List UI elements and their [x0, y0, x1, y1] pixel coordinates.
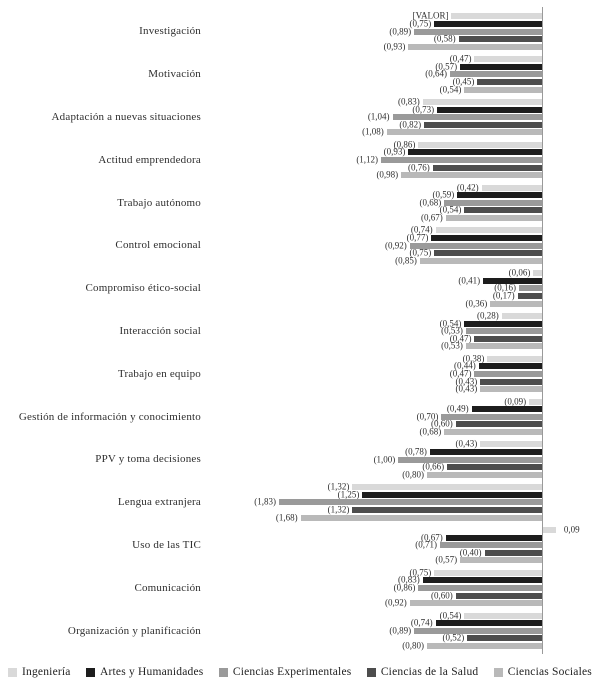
value-label: (0,75) [409, 18, 432, 29]
legend-item [494, 666, 592, 678]
category-label: Motivación [148, 68, 201, 81]
category-label: Interacción social [119, 325, 201, 337]
category-label: Compromiso ético-social [85, 282, 201, 295]
value-label: (0,54) [439, 610, 462, 621]
bar [480, 441, 542, 447]
bar [420, 258, 542, 264]
value-label: (1,00) [373, 454, 396, 465]
zero-axis-line [542, 7, 543, 654]
legend-swatch-icon [219, 668, 228, 677]
legend-swatch-icon [8, 668, 17, 677]
bar [418, 142, 542, 148]
bar [398, 457, 542, 463]
value-label: (0,92) [385, 240, 407, 251]
bar [446, 535, 542, 541]
value-label: (0,92) [385, 597, 407, 608]
value-label: (0,36) [465, 298, 488, 309]
bar [479, 363, 542, 369]
bar [460, 64, 542, 70]
value-label: (0,28) [477, 310, 499, 321]
value-label: (0,74) [410, 224, 433, 235]
legend-label: Ingeniería [22, 666, 71, 678]
value-label: (0,43) [455, 376, 478, 387]
bar [543, 527, 556, 533]
bar [472, 406, 542, 412]
bar [464, 87, 542, 93]
bar [436, 227, 542, 233]
bar [447, 464, 542, 470]
legend [0, 660, 600, 684]
bar [424, 122, 542, 128]
bar [487, 356, 542, 362]
bar [430, 449, 542, 455]
value-label: (0,43) [455, 383, 478, 394]
bar [431, 235, 542, 241]
value-label: (0,49) [446, 403, 469, 414]
value-label: (0,73) [412, 104, 435, 115]
value-label: (0,83) [397, 96, 420, 107]
bar [485, 550, 542, 556]
bar [457, 192, 542, 198]
value-label: (0,38) [462, 353, 485, 364]
bar [427, 643, 542, 649]
bar [423, 99, 542, 105]
bar [477, 79, 542, 85]
value-label: (0,80) [402, 640, 425, 651]
legend-label: Ciencias Sociales [507, 666, 592, 678]
category-label: Uso de las TIC [132, 539, 201, 551]
value-label: (0,78) [405, 446, 427, 457]
bar [440, 542, 542, 548]
bar [423, 577, 542, 583]
value-label: (0,75) [409, 567, 432, 578]
legend-item [86, 666, 203, 678]
value-label: (0,53) [441, 325, 463, 336]
bar [482, 185, 542, 191]
category-label: Organización y planificación [67, 624, 201, 637]
value-label: (0,43) [455, 438, 478, 449]
value-label: (0,47) [449, 53, 472, 64]
value-label: (1,08) [362, 126, 384, 137]
bar [441, 414, 542, 420]
category-label: Trabajo autónomo [117, 196, 201, 209]
value-label: (0,80) [402, 469, 425, 480]
legend-item [219, 666, 352, 678]
legend-swatch-icon [86, 668, 95, 677]
value-label: (0,74) [410, 617, 433, 628]
bar [533, 270, 542, 276]
value-label: (0,52) [442, 632, 465, 643]
value-label: (0,71) [415, 539, 437, 550]
bar [381, 157, 542, 163]
category-label: Investigación [139, 25, 201, 38]
value-label: (0,76) [408, 162, 430, 173]
bar [436, 620, 542, 626]
legend-item [8, 666, 71, 678]
value-label: (0,58) [433, 33, 456, 44]
value-label: (0,47) [449, 333, 472, 344]
bar [466, 343, 542, 349]
bar [408, 149, 542, 155]
bar [466, 328, 542, 334]
value-label: (0,85) [395, 255, 417, 266]
value-label: (0,93) [383, 41, 406, 52]
bar [490, 301, 542, 307]
value-label: (0,09) [504, 396, 527, 407]
value-label: (0,83) [397, 574, 420, 585]
value-label: (0,82) [399, 119, 422, 130]
legend-label: Ciencias de la Salud [380, 666, 479, 678]
value-label: (1,25) [337, 489, 360, 500]
bar [434, 250, 542, 256]
bar [408, 44, 542, 50]
value-label: 0,09 [563, 524, 580, 535]
bar [387, 129, 542, 135]
category-label: Adaptación a nuevas situaciones [51, 111, 201, 123]
value-label: (1,04) [367, 111, 390, 122]
bar [467, 635, 542, 641]
bar [464, 613, 542, 619]
bar [301, 515, 542, 521]
value-label: (0,77) [406, 232, 429, 243]
bar [480, 379, 542, 385]
bar [401, 172, 542, 178]
value-label: (0,98) [376, 169, 399, 180]
bar [444, 429, 542, 435]
value-label: (0,54) [439, 84, 462, 95]
value-label: (0,47) [449, 368, 472, 379]
bar [451, 13, 542, 19]
legend-item [367, 666, 479, 678]
bar [464, 321, 542, 327]
category-label: PPV y toma decisiones [95, 453, 201, 466]
value-label: (0,68) [419, 426, 442, 437]
bar [474, 371, 542, 377]
value-label: (0,64) [425, 68, 448, 79]
value-label: (0,66) [422, 461, 445, 472]
bar [414, 628, 542, 634]
category-label: Trabajo en equipo [117, 367, 201, 380]
value-label: (1,32) [327, 504, 350, 515]
bar [460, 557, 542, 563]
value-label: (0,54) [439, 204, 462, 215]
value-label: (0,45) [452, 76, 475, 87]
value-label: (0,60) [431, 418, 453, 429]
value-label: (1,32) [327, 481, 350, 492]
value-label: (0,42) [456, 182, 479, 193]
legend-label: Artes y Humanidades [100, 666, 204, 678]
category-label: Actitud emprendedora [98, 153, 201, 166]
value-label: (0,89) [389, 625, 412, 636]
value-label: (0,16) [494, 282, 517, 293]
bar [410, 600, 542, 606]
bar [474, 56, 542, 62]
value-label: (0,06) [508, 267, 531, 278]
bar [459, 36, 542, 42]
legend-label: Ciencias Experimentales [232, 666, 352, 678]
legend-swatch-icon [367, 668, 376, 677]
bar [456, 593, 542, 599]
value-label: (0,68) [419, 197, 442, 208]
category-label: Lengua extranjera [117, 496, 201, 509]
value-label: (0,67) [420, 212, 443, 223]
value-label: (0,44) [454, 360, 476, 371]
category-label: Control emocional [115, 239, 201, 252]
bar [464, 207, 542, 213]
bar [502, 313, 542, 319]
bar [474, 336, 542, 342]
value-label: (1,12) [356, 154, 379, 165]
bar [362, 492, 542, 498]
value-label: (0,86) [393, 582, 416, 593]
value-label: (0,57) [435, 554, 458, 565]
value-label: (0,54) [439, 318, 462, 329]
value-label: (0,40) [459, 547, 482, 558]
value-label: (0,89) [389, 26, 412, 37]
bar [427, 472, 542, 478]
value-label: (0,60) [431, 590, 453, 601]
value-label: (0,41) [458, 275, 481, 286]
bar [434, 21, 542, 27]
category-label: Comunicación [134, 581, 201, 594]
bar [480, 386, 542, 392]
value-label: (1,68) [275, 512, 298, 523]
bar [518, 293, 542, 299]
bar [437, 107, 542, 113]
value-label: (0,57) [435, 61, 458, 72]
bar [434, 570, 542, 576]
bar [529, 399, 542, 405]
value-label: (0,93) [383, 146, 406, 157]
value-label: (0,59) [432, 189, 455, 200]
value-label: [VALOR] [412, 10, 449, 21]
bar [279, 499, 542, 505]
bar [352, 507, 542, 513]
bar [446, 215, 542, 221]
bar [433, 165, 542, 171]
bar [456, 421, 542, 427]
value-label: (0,86) [393, 139, 416, 150]
value-label: (0,75) [409, 247, 432, 258]
value-label: (0,17) [492, 290, 515, 301]
legend-swatch-icon [494, 668, 503, 677]
value-label: (0,53) [441, 340, 463, 351]
bar [352, 484, 542, 490]
category-label: Gestión de información y conocimiento [18, 410, 201, 423]
value-label: (0,70) [416, 411, 439, 422]
value-label: (1,83) [254, 496, 277, 507]
value-label: (0,67) [420, 532, 443, 543]
bar [519, 285, 542, 291]
